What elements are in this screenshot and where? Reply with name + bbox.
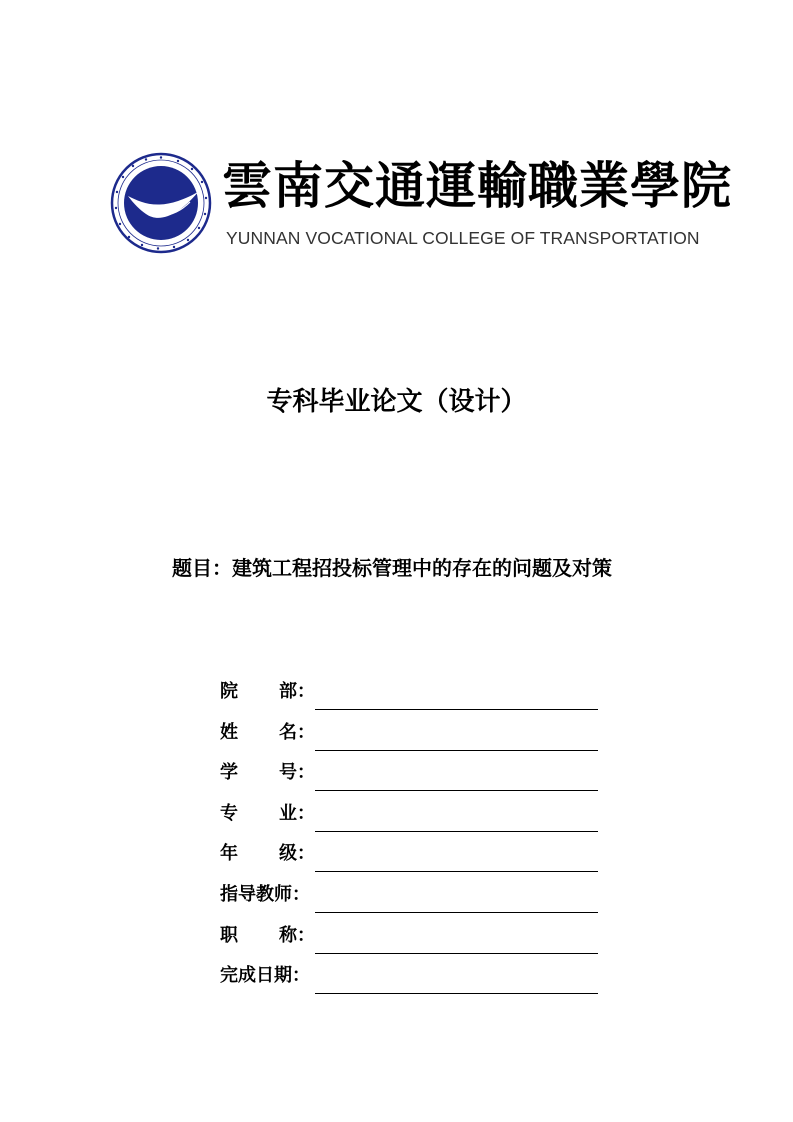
- info-label-student-id: 学 号：: [220, 762, 315, 784]
- info-field-title[interactable]: [315, 953, 598, 954]
- school-name-english: YUNNAN VOCATIONAL COLLEGE OF TRANSPORTATION: [226, 228, 700, 248]
- thesis-topic: 题目：建筑工程招投标管理中的存在的问题及对策: [172, 556, 612, 580]
- college-logo: [110, 152, 732, 252]
- college-seal-icon: [110, 152, 212, 254]
- info-field-grade[interactable]: [315, 871, 598, 872]
- info-field-department[interactable]: [315, 709, 598, 710]
- info-field-major[interactable]: [315, 831, 598, 832]
- info-label-completion-date: 完成日期：: [220, 965, 310, 987]
- school-name-chinese: 雲南交通運輸職業學院: [222, 156, 732, 215]
- info-label-name: 姓 名：: [220, 721, 315, 743]
- info-label-grade: 年 级：: [220, 843, 315, 865]
- info-field-advisor[interactable]: [315, 912, 598, 913]
- info-field-student-id[interactable]: [315, 790, 598, 791]
- document-type-title: 专科毕业论文（设计）: [266, 387, 527, 417]
- info-label-title: 职 称：: [220, 924, 315, 946]
- info-label-department: 院 部：: [220, 681, 315, 702]
- info-label-advisor: 指导教师：: [220, 883, 310, 905]
- info-label-major: 专 业：: [220, 802, 315, 824]
- info-field-completion-date[interactable]: [315, 993, 598, 994]
- info-field-name[interactable]: [315, 750, 598, 751]
